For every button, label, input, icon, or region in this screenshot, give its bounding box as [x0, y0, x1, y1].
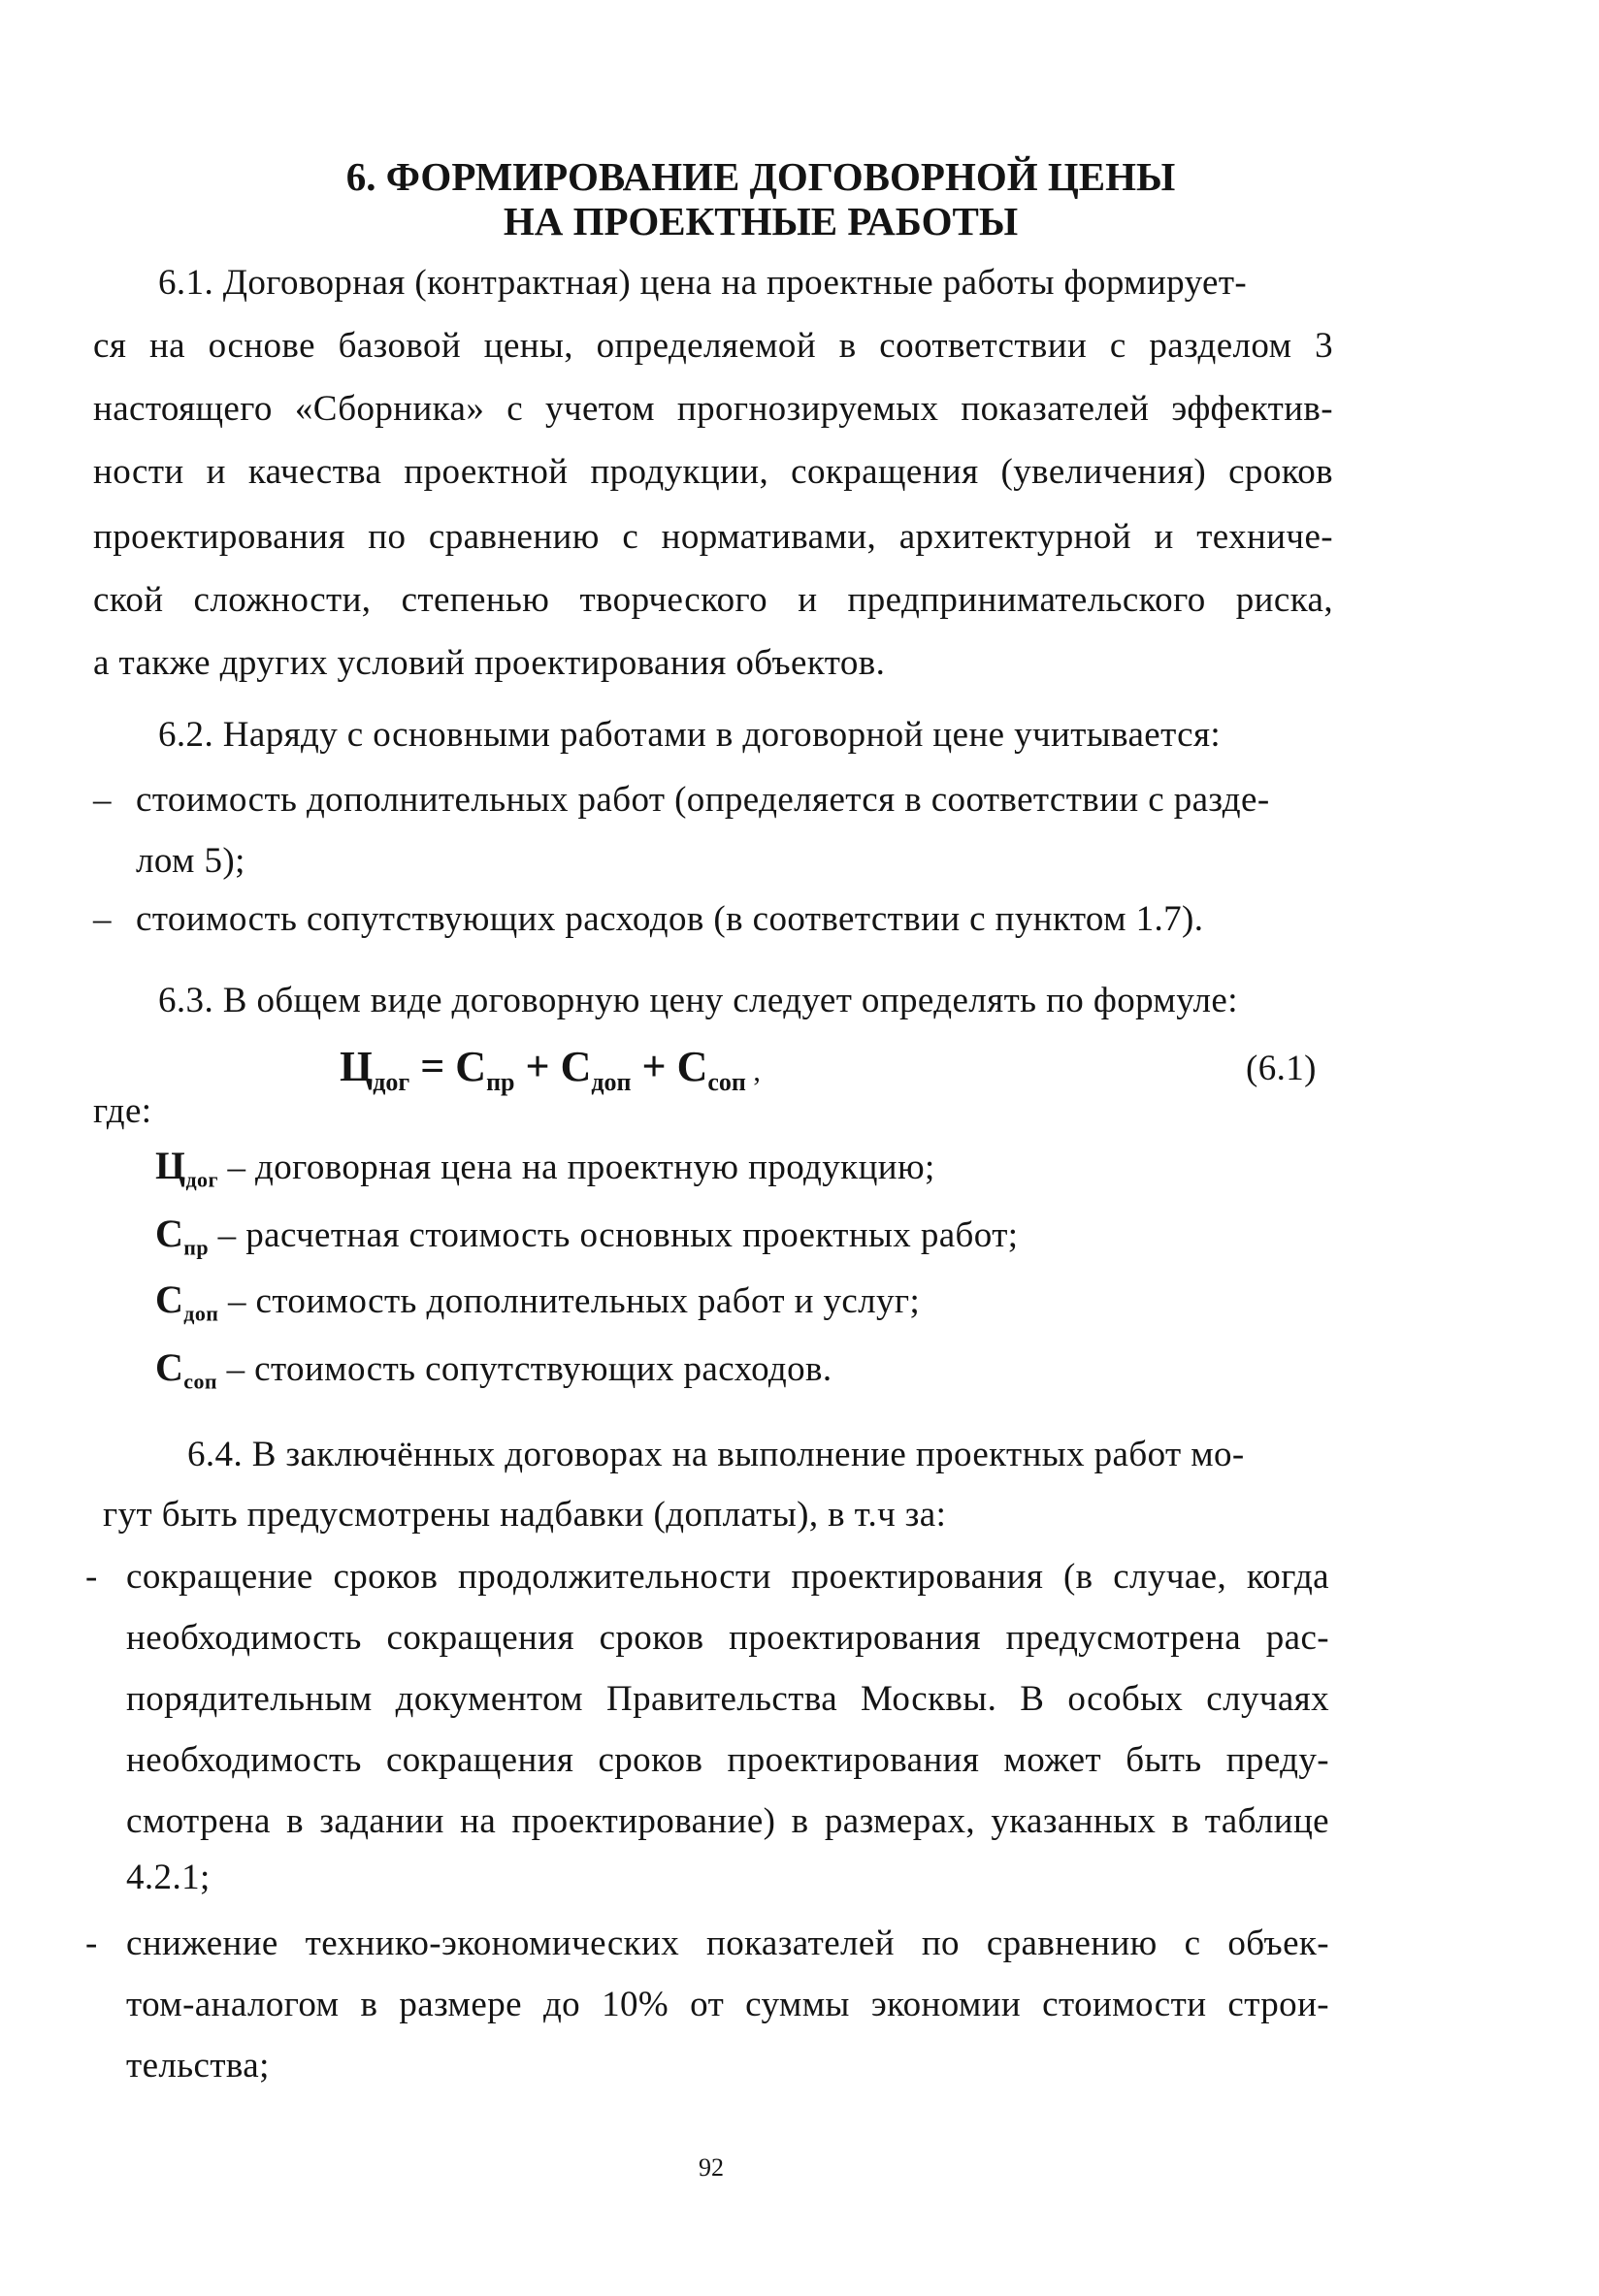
formula-plus-2: +	[631, 1043, 677, 1090]
p61-line-3: настоящего «Сборника» с учетом прогнозируемых показателей эффектив-	[93, 389, 1333, 429]
p62-bullet-2-dash: –	[93, 899, 112, 939]
formula-tail: ,	[745, 1055, 761, 1087]
definition-text: – договорная цена на проектную продукцию;	[217, 1148, 935, 1187]
p64-bullet-1-line-6: 4.2.1;	[126, 1858, 211, 1897]
definition-subscript: дог	[185, 1167, 218, 1192]
p62-bullet-1-dash: –	[93, 780, 112, 820]
definition-row	[155, 1277, 920, 1326]
p61-line-2: ся на основе базовой цены, определяемой в соответствии с разделом 3	[93, 326, 1333, 366]
formula-equals: =	[409, 1043, 456, 1090]
p61-line-6: ской сложности, степенью творческого и предпринимательского риска,	[93, 580, 1333, 620]
p62-bullet-1-line-2: лом 5);	[136, 841, 245, 881]
formula-cost-main-subscript: пр	[486, 1067, 515, 1096]
formula-plus-1: +	[514, 1043, 561, 1090]
formula-price-subscript: дог	[373, 1067, 410, 1096]
definition-row	[155, 1143, 935, 1192]
definition-symbol: С	[155, 1277, 184, 1321]
section-title-line-2: НА ПРОЕКТНЫЕ РАБОТЫ	[503, 199, 1019, 243]
p61-line-7: а также других условий проектирования объектов.	[93, 643, 886, 683]
definition-row	[155, 1211, 1018, 1260]
p64-bullet-1-dash: -	[85, 1557, 98, 1597]
where-label: где:	[93, 1091, 152, 1131]
definition-symbol: Ц	[155, 1144, 186, 1187]
definition-symbol: С	[155, 1212, 184, 1255]
definition-row	[155, 1344, 832, 1394]
p64-bullet-1-line-1: сокращение сроков продолжительности проектирования (в случае, когда	[126, 1557, 1329, 1597]
definition-text: – стоимость дополнительных работ и услуг;	[218, 1281, 921, 1321]
formula-cost-related-subscript: соп	[707, 1067, 746, 1096]
formula-cost-extra-subscript: доп	[591, 1067, 632, 1096]
formula-cost-extra-symbol: С	[560, 1043, 592, 1090]
formula-cost-related-symbol: С	[676, 1043, 708, 1090]
p62-bullet-1-line-1: стоимость дополнительных работ (определяется в соответствии с разде-	[136, 780, 1270, 820]
p64-bullet-2-line-3: тельства;	[126, 2046, 270, 2086]
p61-line-1: 6.1. Договорная (контрактная) цена на проектные работы формирует-	[158, 263, 1248, 303]
formula-price-symbol: Ц	[340, 1043, 374, 1090]
p64-bullet-1-line-5: смотрена в задании на проектирование) в размерах, указанных в таблице	[126, 1801, 1329, 1841]
p62-bullet-2-line-1: стоимость сопутствующих расходов (в соответствии с пунктом 1.7).	[136, 899, 1204, 939]
definition-subscript: доп	[183, 1301, 219, 1326]
p64-bullet-1-line-3: порядительным документом Правительства Москвы. В особых случаях	[126, 1679, 1329, 1719]
definition-subscript: пр	[183, 1235, 210, 1260]
price-formula	[340, 1042, 761, 1097]
p61-line-5: проектирования по сравнению с нормативами, архитектурной и техниче-	[93, 517, 1333, 557]
p64-bullet-2-line-2: том-аналогом в размере до 10% от суммы экономии стоимости строи-	[126, 1985, 1329, 2024]
p61-line-4: ности и качества проектной продукции, сокращения (увеличения) сроков	[93, 452, 1333, 492]
p62-intro: 6.2. Наряду с основными работами в договорной цене учитывается:	[158, 715, 1222, 755]
definition-subscript: соп	[183, 1369, 217, 1394]
p64-bullet-2-dash: -	[85, 1924, 98, 1963]
formula-number: (6.1)	[1246, 1049, 1317, 1088]
formula-cost-main-symbol: С	[455, 1043, 487, 1090]
p64-line-2: гут быть предусмотрены надбавки (доплаты), в т.ч за:	[103, 1495, 947, 1535]
definition-symbol: С	[155, 1345, 184, 1389]
definition-text: – расчетная стоимость основных проектных работ;	[209, 1215, 1019, 1255]
page-number: 92	[699, 2153, 724, 2182]
definition-text: – стоимость сопутствующих расходов.	[216, 1349, 832, 1389]
p64-bullet-2-line-1: снижение технико-экономических показателей по сравнению с объек-	[126, 1924, 1329, 1963]
p63-intro: 6.3. В общем виде договорную цену следует определять по формуле:	[158, 981, 1238, 1020]
p64-bullet-1-line-2: необходимость сокращения сроков проектирования предусмотрена рас-	[126, 1618, 1329, 1658]
p64-bullet-1-line-4: необходимость сокращения сроков проектирования может быть преду-	[126, 1740, 1329, 1780]
p64-line-1: 6.4. В заключённых договорах на выполнение проектных работ мо-	[187, 1435, 1245, 1474]
section-title-line-1: 6. ФОРМИРОВАНИЕ ДОГОВОРНОЙ ЦЕНЫ	[345, 154, 1176, 199]
